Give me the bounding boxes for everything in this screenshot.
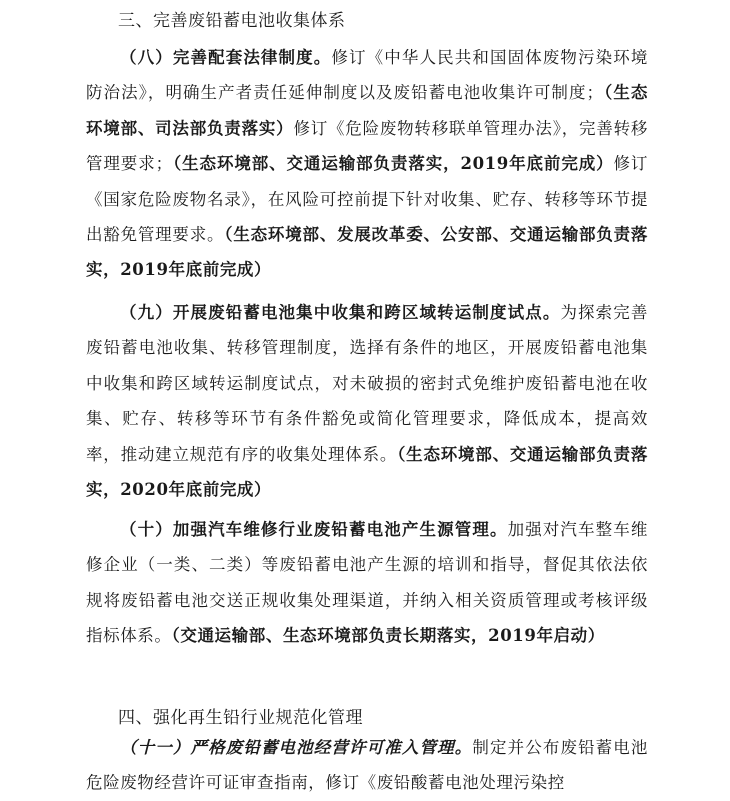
paragraph-9-body: 为探索完善废铅蓄电池收集、转移管理制度，选择有条件的地区，开展废铅蓄电池集中收集和跨区域转运制度试点，对未破损的密封式免维护废铅蓄电池在收集、贮存、转移等环节有条件豁免或简化管理要求，降低成本，提高效率，推动建立规范有序的收集处理体系。 — [86, 303, 649, 464]
paragraph-9-responsibility: （生态环境部、交通运输部负责落实，2020年底前完成） — [86, 444, 648, 500]
paragraph-8-body-3: 修订《国家危险废物名录》，在风险可控前提下针对收集、贮存、转移等环节提出豁免管理要求。 — [86, 154, 649, 245]
paragraph-10 — [86, 512, 648, 654]
paragraph-11 — [86, 730, 648, 801]
paragraph-8-body-2: 修订《危险废物转移联单管理办法》，完善转移管理要求； — [86, 118, 648, 174]
paragraph-11-body: 制定并公布废铅蓄电池危险废物经营许可证审查指南，修订《废铅酸蓄电池处理污染控 — [86, 738, 649, 793]
section-heading-4: 四、强化再生铅行业规范化管理 — [118, 708, 363, 728]
paragraph-9-lead: （九）开展废铅蓄电池集中收集和跨区域转运制度试点。 — [120, 303, 561, 322]
paragraph-10-body: 加强对汽车整车维修企业（一类、二类）等废铅蓄电池产生源的培训和指导，督促其依法依规将废铅蓄电池交送正规收集处理渠道，并纳入相关资质管理或考核评级指标体系。 — [86, 520, 648, 646]
paragraph-11-lead: （十一）严格废铅蓄电池经营许可准入管理。 — [120, 738, 473, 757]
paragraph-8 — [86, 40, 648, 288]
paragraph-9 — [86, 295, 648, 507]
paragraph-8-responsibility-2: （生态环境部、交通运输部负责落实，2019年底前完成） — [172, 154, 614, 174]
paragraph-8-responsibility-1: （生态环境部、司法部负责落实） — [86, 83, 648, 138]
paragraph-8-body-1: 修订《中华人民共和国固体废物污染环境防治法》，明确生产者责任延伸制度以及废铅蓄电池收集许可制度； — [86, 48, 648, 103]
paragraph-8-responsibility-3: （生态环境部、发展改革委、公安部、交通运输部负责落实，2019年底前完成） — [86, 225, 648, 280]
paragraph-10-responsibility: （交通运输部、生态环境部负责长期落实，2019年启动） — [171, 626, 605, 646]
section-heading-3: 三、完善废铅蓄电池收集体系 — [118, 11, 346, 31]
paragraph-8-lead: （八）完善配套法律制度。 — [120, 48, 332, 67]
paragraph-10-lead: （十）加强汽车维修行业废铅蓄电池产生源管理。 — [120, 520, 508, 539]
